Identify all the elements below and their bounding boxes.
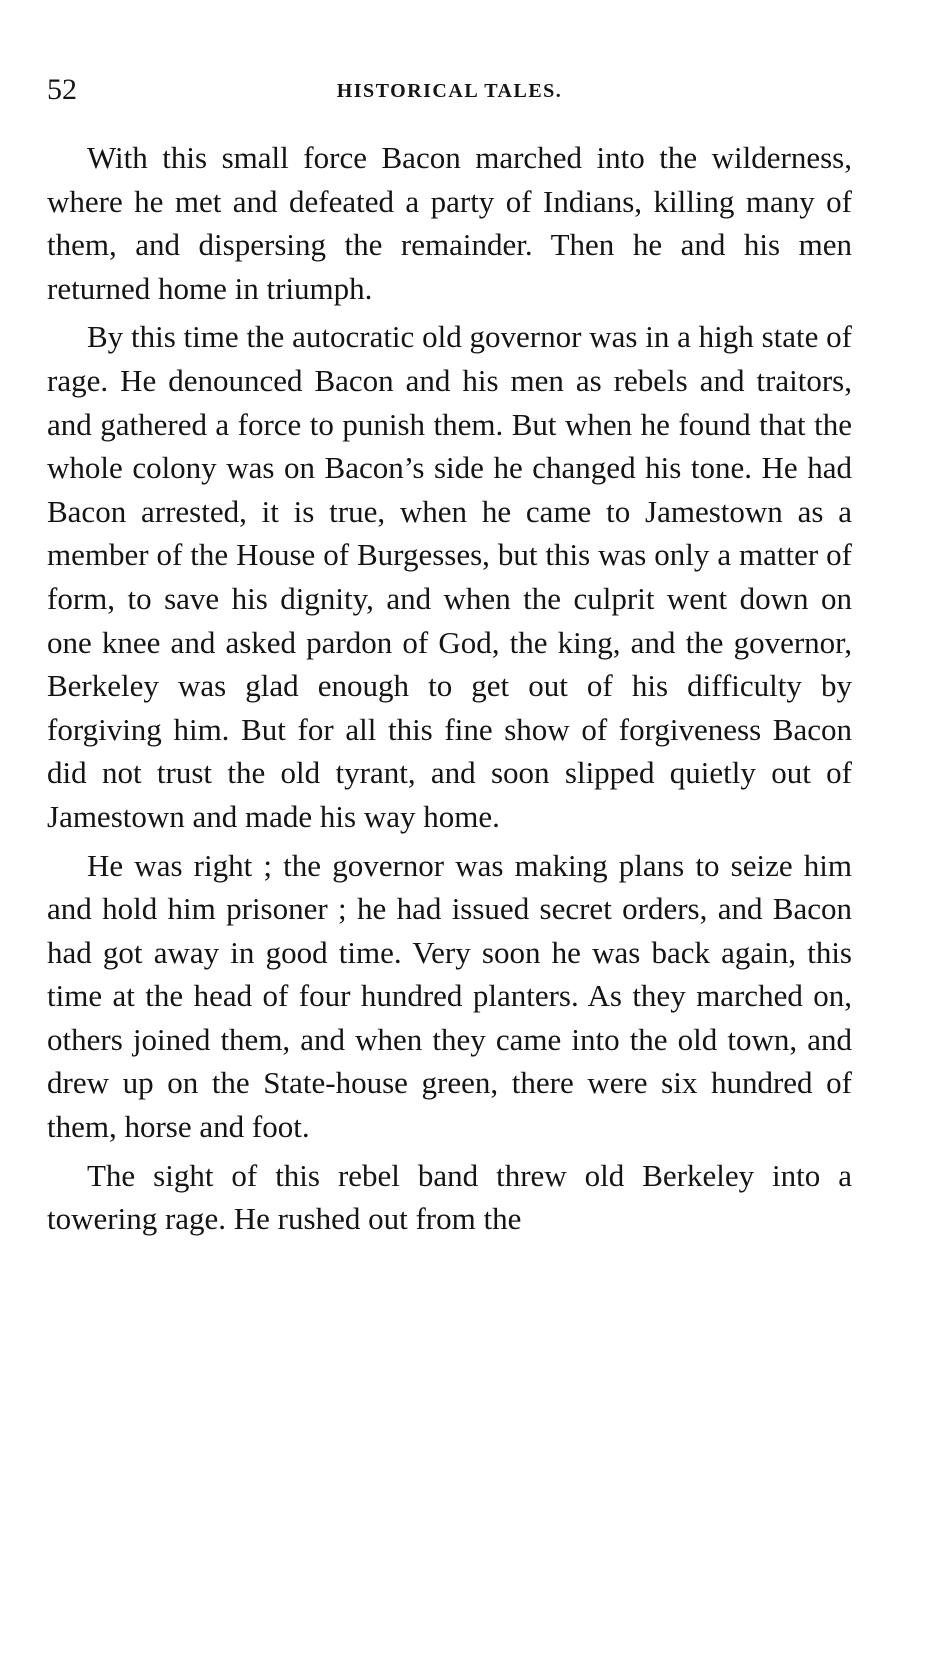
paragraph-3: He was right ; the governor was making plans to seize him and hold him prisoner ; he had issued secret orders, and Bacon had got away in good time. Very soon he was back again, this time at the head of four hundred planters. As they marched on, others joined them, and when they came into the old town, and drew up on the State-house green, there were six hundred of them, horse and foot. [47, 847, 852, 1145]
running-head [47, 72, 852, 112]
book-page [47, 72, 852, 1632]
page-number: 52 [47, 73, 77, 106]
running-title: HISTORICAL TALES. [336, 80, 563, 102]
paragraph-2: By this time the autocratic old governor was in a high state of rage. He denounced Bacon and his men as rebels and traitors, and gathered a force to punish them. But when he found that the whole colony was on Bacon’s side he changed his tone. He had Bacon arrested, it is true, when he came to Jamestown as a member of the House of Burgesses, but this was only a matter of form, to save his dignity, and when the culprit went down on one knee and asked pardon of God, the king, and the governor, Berkeley was glad enough to get out of his difficulty by forgiving him. But for all this fine show of forgiveness Bacon did not trust the old tyrant, and soon slipped quietly out of Jamestown and made his way home. [47, 319, 852, 834]
paragraph-4: The sight of this rebel band threw old Berkeley into a towering rage. He rushed out from the [47, 1157, 852, 1237]
paragraph-1: With this small force Bacon marched into the wilderness, where he met and defeated a party of Indians, killing many of them, and dispersing the remainder. Then he and his men returned home in triumph. [47, 140, 852, 306]
body-text [47, 136, 852, 1241]
